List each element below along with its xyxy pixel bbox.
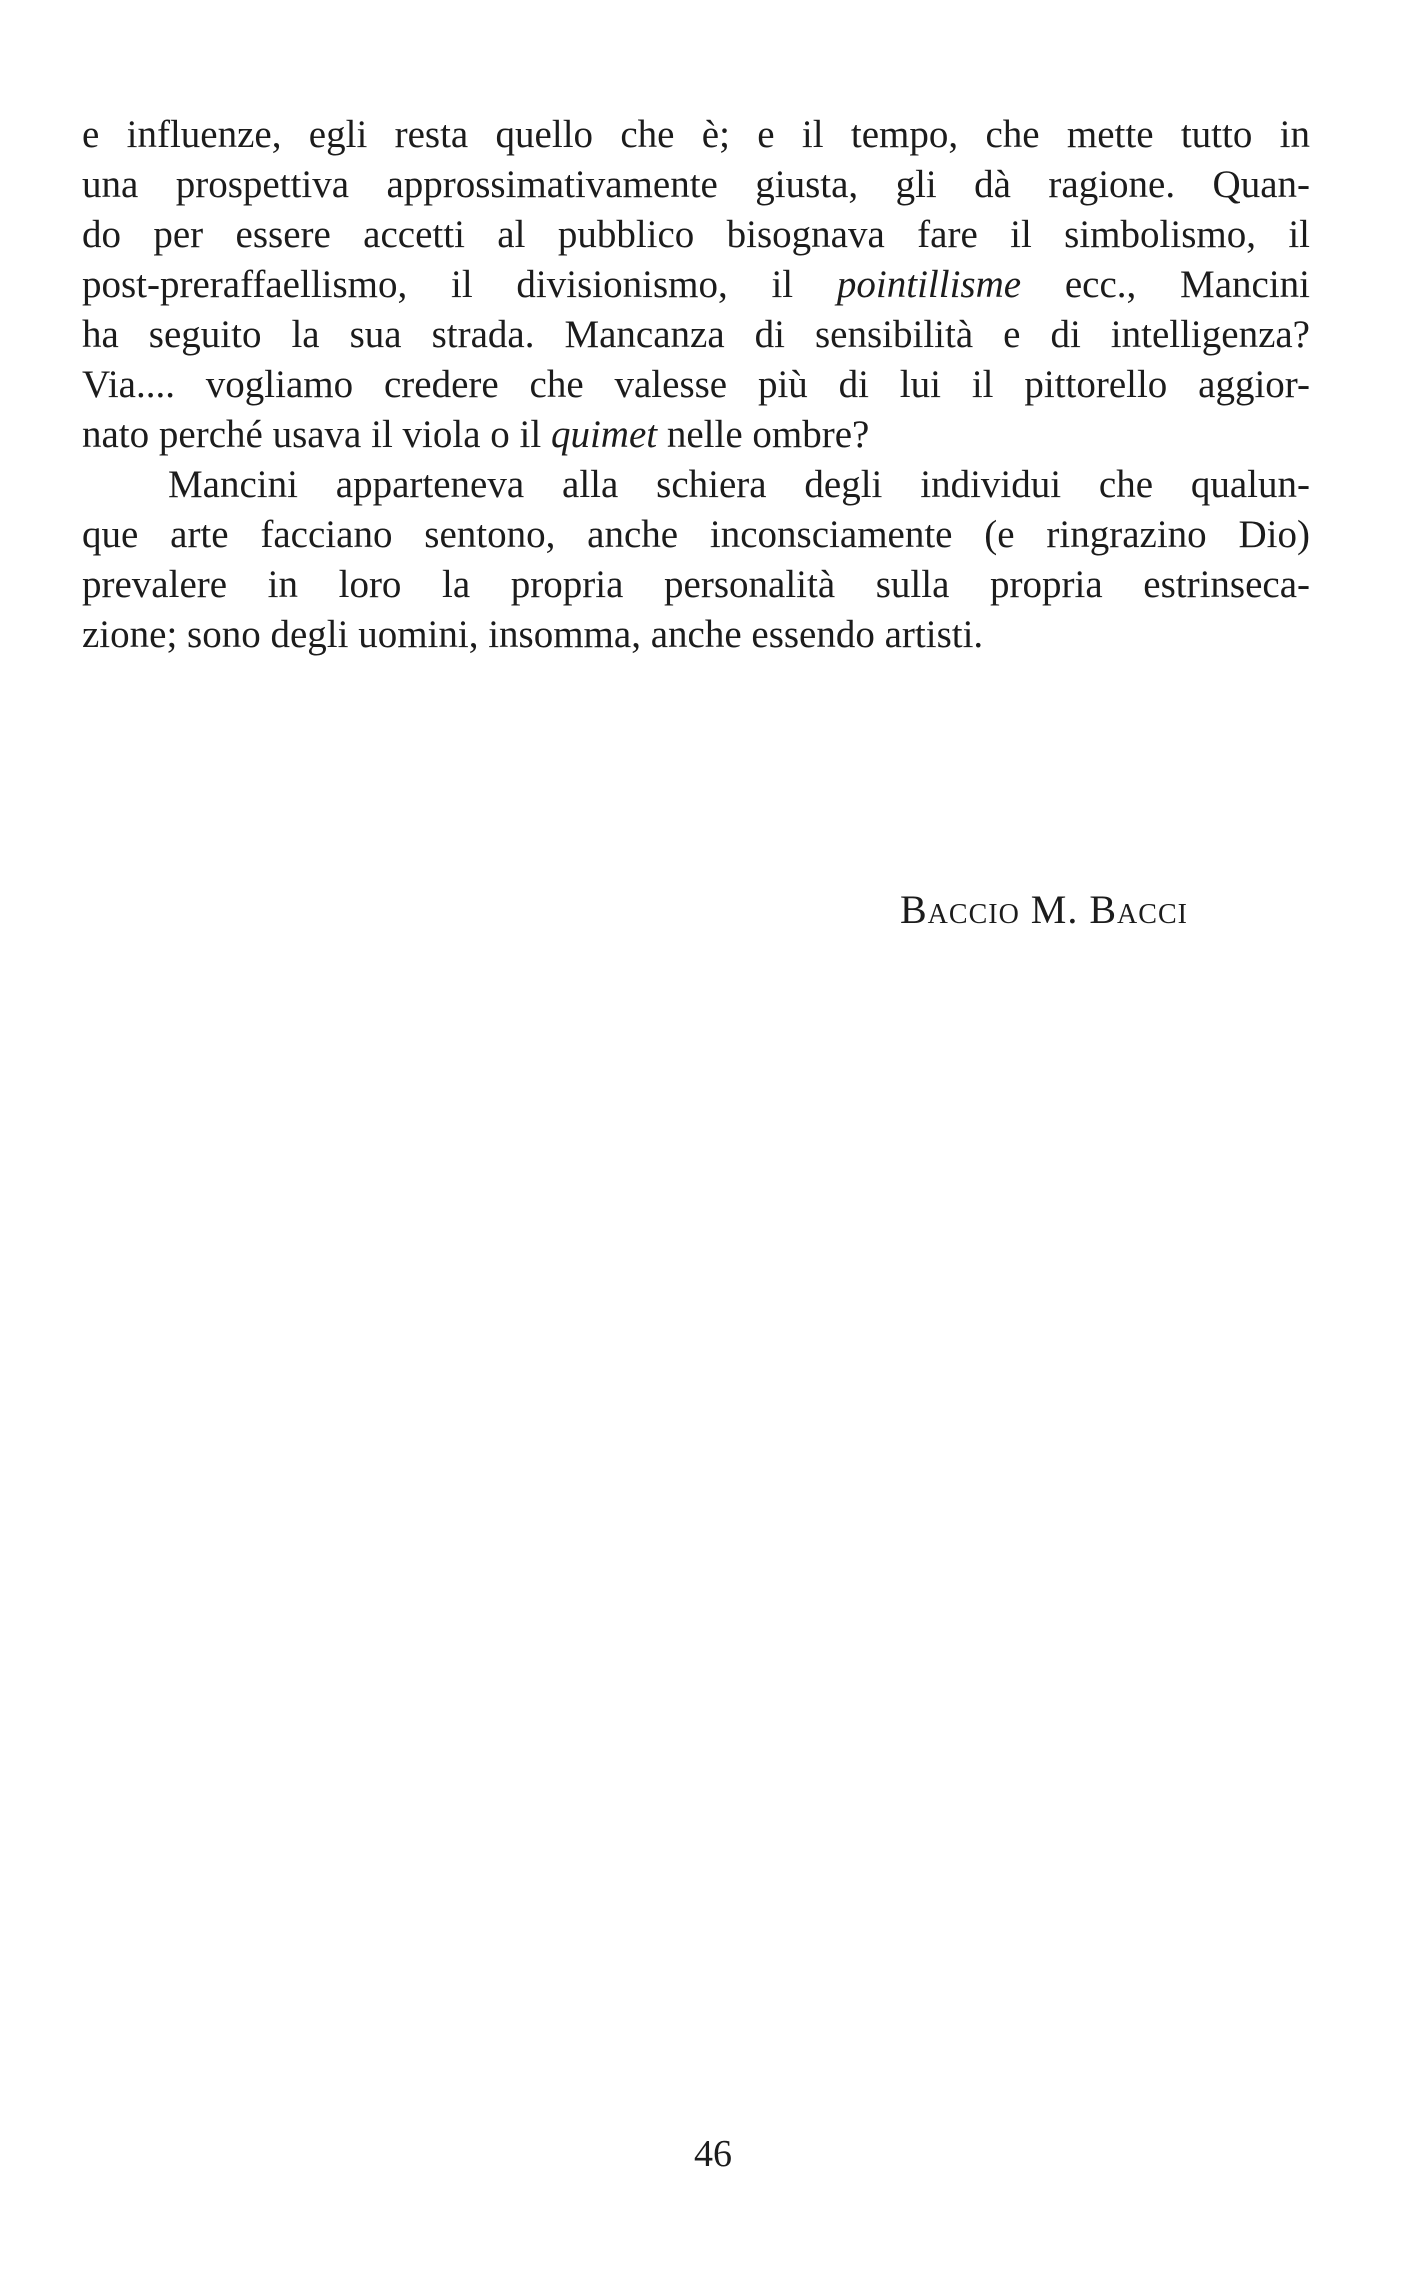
- text-line: una prospettiva approssimativamente giusta, gli dà ragione. Quan-: [82, 163, 1310, 206]
- page-number: 46: [694, 2133, 732, 2175]
- paragraph-start-line: Mancini apparteneva alla schiera degli individui che qualun-: [168, 463, 1310, 506]
- italic-term: quimet: [550, 413, 658, 456]
- text-line: nato perché usava il viola o il quimet nelle ombre?: [82, 413, 870, 456]
- text-line: ha seguito la sua strada. Mancanza di sensibilità e di intelligenza?: [82, 313, 1310, 356]
- author-signature: Baccio M. Bacci: [900, 887, 1188, 932]
- text-line: post-preraffaellismo, il divisionismo, il pointillisme ecc., Mancini: [82, 263, 1310, 306]
- text-line: que arte facciano sentono, anche inconsciamente (e ringrazino Dio): [82, 513, 1310, 556]
- text-line: Via.... vogliamo credere che valesse più di lui il pittorello aggior-: [82, 363, 1310, 406]
- text-line: zione; sono degli uomini, insomma, anche essendo artisti.: [82, 613, 984, 656]
- text-line: e influenze, egli resta quello che è; e il tempo, che mette tutto in: [82, 113, 1310, 156]
- body-text: [82, 110, 1310, 660]
- text-line: prevalere in loro la propria personalità sulla propria estrinseca-: [82, 563, 1310, 606]
- italic-term: pointillisme: [836, 263, 1022, 306]
- text-line: do per essere accetti al pubblico bisognava fare il simbolismo, il: [82, 213, 1310, 256]
